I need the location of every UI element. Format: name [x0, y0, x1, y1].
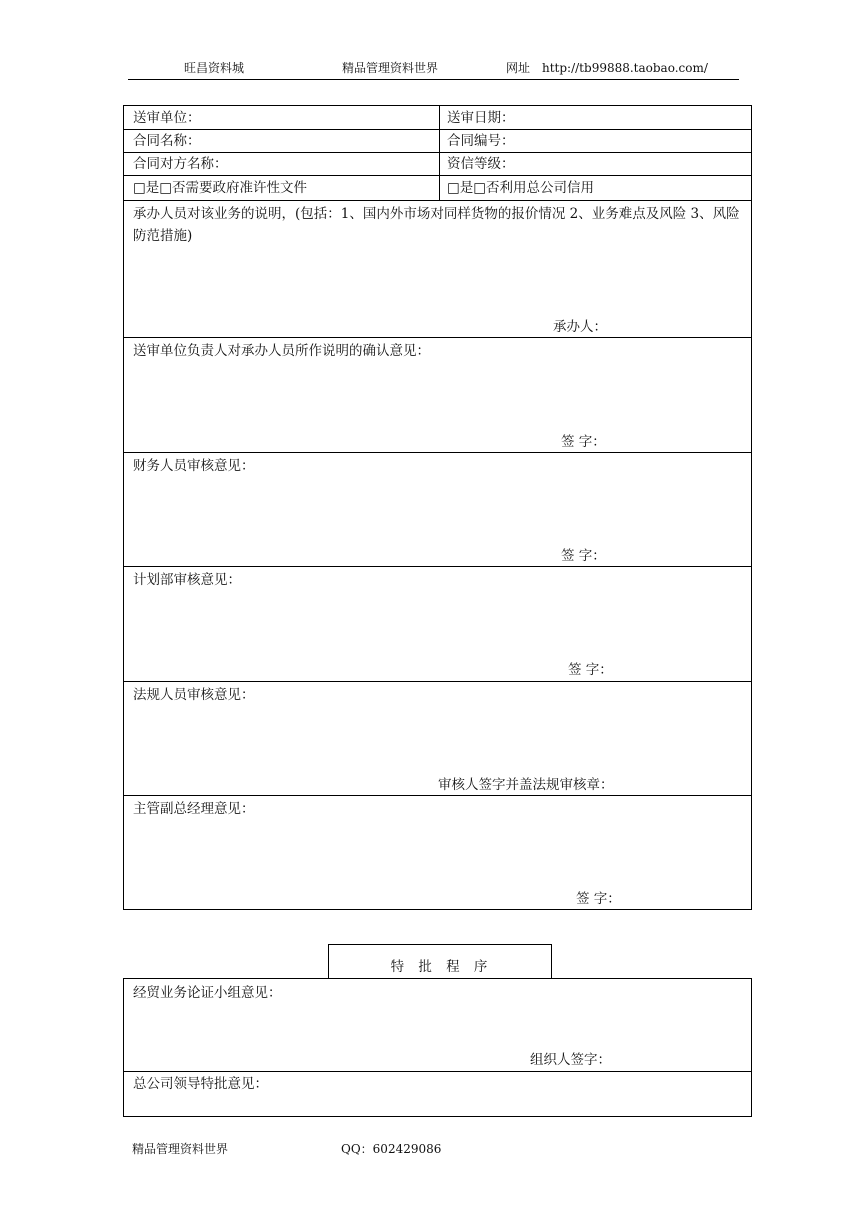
- header-site-name: 精品管理资料世界: [342, 61, 439, 75]
- signature-label: 签 字：: [576, 891, 621, 907]
- row-divider: [124, 175, 751, 176]
- legal-signature-label: 审核人签字并盖法规审核章：: [438, 777, 614, 793]
- header-url-label: 网址: [506, 61, 531, 75]
- row-divider: [124, 681, 751, 682]
- legal-opinion-label: 法规人员审核意见：: [133, 687, 255, 703]
- hq-credit-checkbox[interactable]: □是□否利用总公司信用: [447, 180, 595, 196]
- submission-date-label: 送审日期：: [447, 110, 515, 126]
- hq-leader-approval-label: 总公司领导特批意见：: [133, 1076, 268, 1092]
- footer-site-name: 精品管理资料世界: [132, 1142, 229, 1156]
- row-divider: [124, 795, 751, 796]
- counterparty-name-label: 合同对方名称：: [133, 156, 228, 172]
- header-url-link[interactable]: http://tb99888.taobao.com/: [542, 61, 708, 75]
- signature-label: 签 字：: [561, 548, 606, 564]
- row-divider: [124, 1071, 751, 1072]
- row-divider: [124, 129, 751, 130]
- planning-dept-opinion-label: 计划部审核意见：: [133, 572, 241, 588]
- signature-label: 签 字：: [561, 434, 606, 450]
- row-divider: [124, 200, 751, 201]
- header-rule: [128, 79, 739, 80]
- contract-number-label: 合同编号：: [447, 133, 515, 149]
- finance-opinion-label: 财务人员审核意见：: [133, 458, 255, 474]
- column-divider: [439, 106, 440, 200]
- gov-permit-checkbox[interactable]: □是□否需要政府准许性文件: [133, 180, 308, 196]
- contract-name-label: 合同名称：: [133, 133, 201, 149]
- signature-label: 签 字：: [568, 662, 613, 678]
- business-panel-opinion-label: 经贸业务论证小组意见：: [133, 985, 282, 1001]
- vice-gm-opinion-label: 主管副总经理意见：: [133, 801, 255, 817]
- footer-qq: QQ：602429086: [341, 1142, 442, 1156]
- row-divider: [124, 452, 751, 453]
- credit-rating-label: 资信等级：: [447, 156, 515, 172]
- special-approval-title: 特 批 程 序: [328, 944, 552, 979]
- handler-description-label: 承办人员对该业务的说明，(包括：1、国内外市场对同样货物的报价情况 2、业务难点及风险 3、风险防范措施): [133, 206, 740, 244]
- review-form-table: [123, 105, 752, 910]
- special-approval-table: [123, 978, 752, 1117]
- handler-signature-label: 承办人：: [553, 319, 607, 335]
- row-divider: [124, 566, 751, 567]
- submitting-unit-label: 送审单位：: [133, 110, 201, 126]
- organizer-signature-label: 组织人签字：: [530, 1052, 611, 1068]
- header-shop-name: 旺昌资料城: [184, 61, 245, 75]
- unit-head-opinion-label: 送审单位负责人对承办人员所作说明的确认意见：: [133, 343, 430, 359]
- row-divider: [124, 337, 751, 338]
